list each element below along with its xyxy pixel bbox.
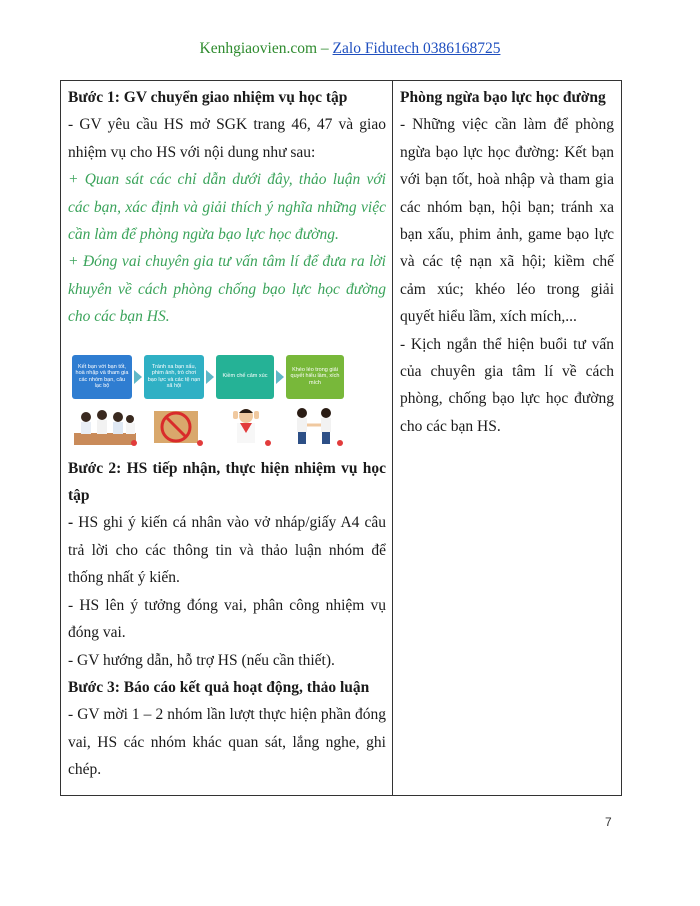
step2-paragraph-3: - GV hướng dẫn, hỗ trợ HS (nếu cần thiết). bbox=[68, 651, 335, 669]
calm-student-picture bbox=[218, 405, 274, 447]
step1-title: Bước 1: GV chuyển giao nhiệm vụ học tập bbox=[68, 89, 348, 106]
activity-column bbox=[61, 81, 393, 795]
step3-title: Bước 3: Báo cáo kết quả hoạt động, thảo luận bbox=[68, 678, 370, 696]
product-title: Phòng ngừa bạo lực học đường bbox=[400, 89, 606, 106]
product-paragraph-2: - Kịch ngắn thể hiện buổi tư vấn của chuyên gia tâm lí về cách phòng, chống bạo lực học đường cho các bạn HS. bbox=[400, 335, 614, 435]
product-paragraph-1: - Những việc cần làm để phòng ngừa bạo lực học đường: Kết bạn với bạn tốt, hoà nhập và tham gia các nhóm bạn, hội bạn; tránh xa bạn xấu, phim ảnh, game bạo lực và các tệ nạn xã hội; kiềm chế cảm xúc; khéo léo trong giải quyết hiểu lầm, xích mích,... bbox=[400, 116, 614, 326]
no-violence-picture bbox=[148, 405, 204, 447]
site-name: Kenhgiaovien.com bbox=[199, 40, 318, 57]
step3-paragraph-1: - GV mời 1 – 2 nhóm lần lượt thực hiện phần đóng vai, HS các nhóm khác quan sát, lắng nghe, ghi chép. bbox=[68, 706, 386, 779]
step2-paragraph-1-text: HS ghi ý kiến cá nhân vào vở nháp/giấy A4 câu trả lời cho các thông tin và thảo luận nhóm để thống nhất ý kiến. bbox=[68, 514, 386, 587]
step2-dash: - bbox=[68, 514, 74, 532]
step2-paragraph-2: - HS lên ý tưởng đóng vai, phân công nhiệm vụ đóng vai. bbox=[68, 596, 386, 642]
product-column bbox=[393, 81, 621, 795]
step1-paragraph-2: + Quan sát các chỉ dẫn dưới đây, thảo luận với các bạn, xác định và giải thích ý nghĩa những việc cần làm để phòng ngừa bạo lực học đường. bbox=[68, 171, 386, 244]
flow-step-3: Kiềm chế cảm xúc bbox=[216, 355, 274, 399]
zalo-link[interactable]: Zalo Fidutech 0386168725 bbox=[332, 40, 501, 57]
arrow-right-icon bbox=[206, 370, 214, 384]
lesson-table bbox=[60, 80, 622, 796]
page-header bbox=[0, 40, 700, 58]
handshake-picture bbox=[284, 405, 344, 447]
arrow-right-icon bbox=[276, 370, 284, 384]
step1-paragraph-3: + Đóng vai chuyên gia tư vấn tâm lí để đưa ra lời khuyên về cách phòng chống bạo lực học đường cho các bạn HS. bbox=[68, 253, 386, 326]
flow-step-2: Tránh xa bạn xấu, phim ảnh, trò chơi bạo lực và các tệ nạn xã hội bbox=[144, 355, 204, 399]
textbook-illustration bbox=[68, 339, 386, 451]
students-group-picture bbox=[72, 405, 138, 447]
step2-title: Bước 2: HS tiếp nhận, thực hiện nhiệm vụ học tập bbox=[68, 459, 386, 505]
arrow-right-icon bbox=[134, 370, 142, 384]
header-separator: – bbox=[317, 40, 333, 57]
step1-paragraph-1: - GV yêu cầu HS mở SGK trang 46, 47 và giao nhiệm vụ cho HS với nội dung như sau: bbox=[68, 116, 386, 161]
step2-paragraph-1 bbox=[68, 509, 386, 591]
flow-step-1: Kết bạn với bạn tốt, hoà nhập và tham gia các nhóm bạn, câu lạc bộ bbox=[72, 355, 132, 399]
page-number: 7 bbox=[605, 815, 612, 829]
flow-step-4: Khéo léo trong giải quyết hiểu lầm, xích mích bbox=[286, 355, 344, 399]
